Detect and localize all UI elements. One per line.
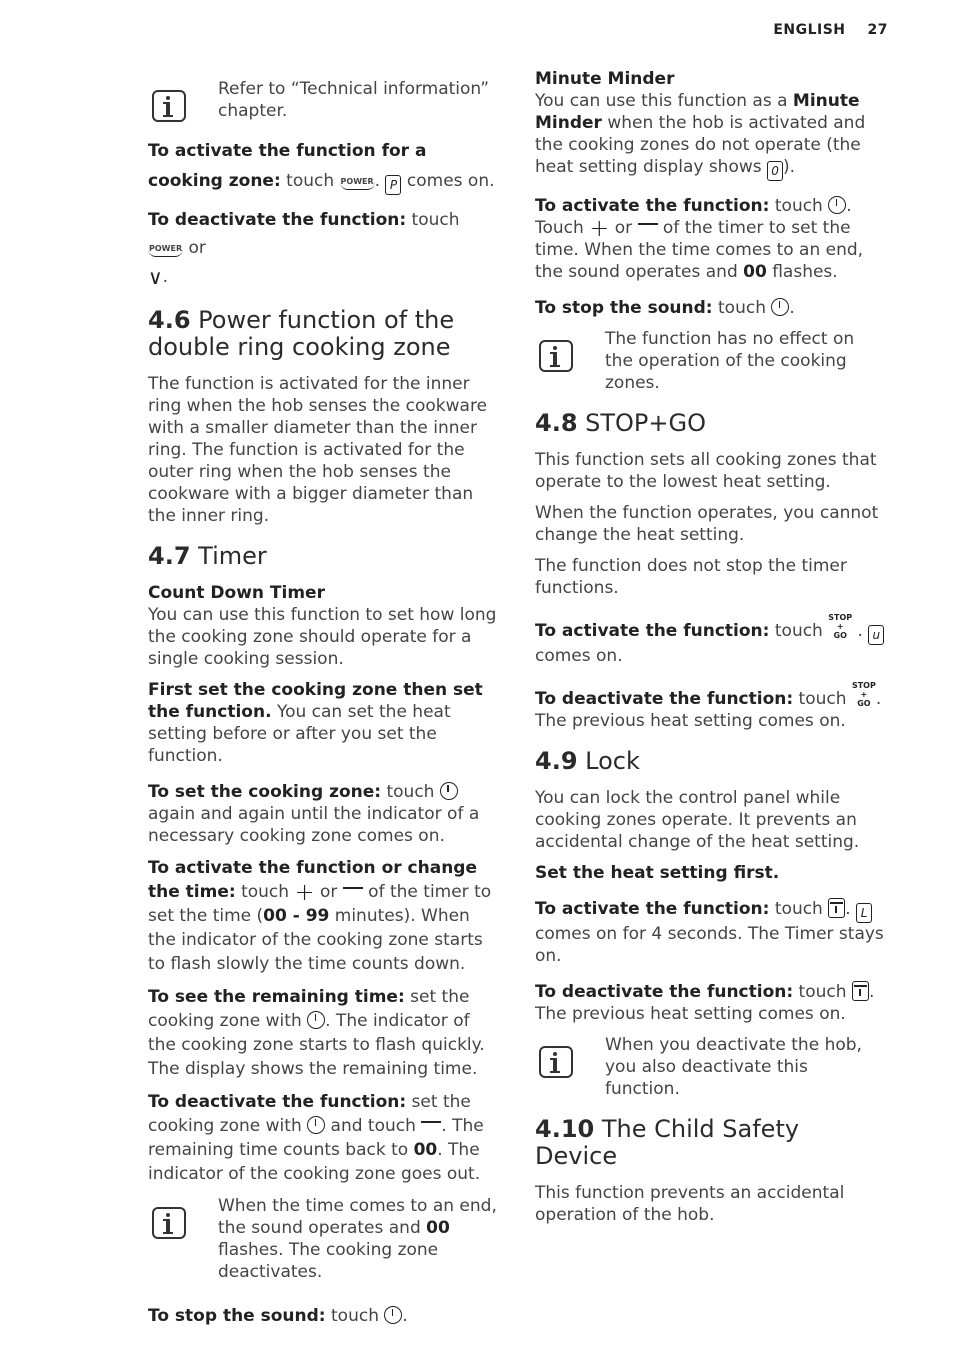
text: touch [793, 689, 852, 709]
text: . [789, 298, 795, 318]
power-icon: POWER [148, 244, 183, 257]
value: 00 [413, 1140, 438, 1160]
instruction-label: To see the remaining time: [148, 987, 405, 1007]
section-title: STOP+GO [577, 409, 706, 437]
timer-icon [384, 1306, 402, 1324]
text: touch [712, 298, 772, 318]
check-icon: ∨ [148, 265, 163, 289]
minus-icon [421, 1121, 441, 1123]
left-column [148, 68, 500, 1336]
go-label: GO [833, 631, 847, 640]
text: minutes). When the indicator of the cooking zone starts to flash slowly the time counts down. [148, 906, 483, 974]
text: touch [769, 196, 829, 216]
text: When the time comes to an end, the sound operates and [218, 1196, 497, 1238]
subheading: Count Down Timer [148, 583, 325, 603]
info-note [535, 1034, 887, 1100]
text: touch [235, 882, 295, 902]
text: You can use this function to set how long the cooking zone should operate for a single cooking session. [148, 605, 497, 669]
paragraph: To activate the function: touch . L comes on for 4 seconds. The Timer stays on. [535, 899, 884, 966]
stop-label: STOP [828, 613, 853, 622]
section-heading-4-10 [535, 1116, 887, 1170]
plus-icon: + [589, 214, 610, 242]
paragraph [535, 195, 887, 283]
info-icon [539, 340, 573, 372]
instruction-label: To deactivate the function: [535, 689, 794, 709]
note-text: The function has no effect on the operation of the cooking zones. [605, 329, 855, 393]
page-number: 27 [867, 22, 888, 38]
section-heading-4-7 [148, 543, 500, 570]
instruction-label: To stop the sound: [535, 298, 713, 318]
instruction-label: To activate the function or change the time: [148, 858, 478, 902]
text: again and again until the indicator of a necessary cooking zone comes on. [148, 804, 480, 846]
info-note [148, 78, 500, 122]
info-note [535, 328, 887, 394]
plus-label: + [860, 690, 868, 699]
section-title: Lock [577, 747, 640, 775]
stop-go-icon [828, 613, 852, 640]
info-icon [539, 1046, 573, 1078]
text: touch [769, 621, 829, 641]
paragraph: To deactivate the function: touch POWER or ∨. [148, 210, 460, 289]
paragraph: The function is activated for the inner ring when the hob senses the cookware with a smaller diameter than the inner ring. The function is activated for the outer ring when the hob senses the cookware with a bigger diameter than the inner ring. [148, 374, 488, 526]
instruction-label: To set the cooking zone: [148, 782, 382, 802]
stop-label: STOP [851, 681, 876, 690]
value: 00 [426, 1218, 450, 1238]
text: . The indicator of the cooking zone starts to flash quickly. The display shows the remaining time. [148, 1011, 485, 1079]
info-icon [152, 1207, 186, 1239]
instruction-label: First set the cooking zone then set the function. [148, 680, 483, 722]
text: You can set the heat setting before or after you set the function. [148, 702, 451, 766]
section-title: Timer [190, 542, 267, 570]
p-display-icon: P [385, 175, 401, 195]
paragraph [148, 679, 500, 767]
text: of the timer to set the time ( [148, 882, 492, 926]
minus-icon [638, 223, 658, 225]
text: touch [769, 899, 829, 919]
language-label: ENGLISH [773, 22, 846, 38]
lock-icon [828, 898, 845, 918]
paragraph: You can lock the control panel while cooking zones operate. It prevents an accidental change of the heat setting. [535, 788, 860, 852]
paragraph [535, 68, 887, 181]
section-title: Power function of the double ring cooking zone [148, 306, 455, 361]
note-text: Refer to “Technical information” chapter. [218, 79, 490, 121]
paragraph: To activate the function for a cooking zone: touch POWER. P comes on. [148, 136, 500, 197]
minus-icon [343, 887, 363, 889]
text: touch [381, 782, 440, 802]
timer-icon [307, 1011, 325, 1029]
text: flashes. [766, 262, 838, 282]
section-heading-4-8 [535, 410, 887, 437]
text: . The previous heat setting comes on. [535, 982, 875, 1024]
paragraph [535, 981, 887, 1025]
instruction-label: To deactivate the function: [148, 210, 407, 230]
paragraph [535, 297, 887, 319]
section-number: 4.7 [148, 542, 191, 570]
text: . The remaining time counts back to [148, 1116, 484, 1160]
text: comes on for 4 seconds. The Timer stays on. [535, 924, 884, 966]
text: Touch [535, 218, 590, 238]
text: or [609, 218, 638, 238]
range-value: 00 - 99 [263, 906, 330, 926]
text: touch [325, 1306, 385, 1326]
paragraph: This function sets all cooking zones that operate to the lowest heat setting. [535, 450, 877, 492]
instruction-label: To activate the function: [535, 899, 770, 919]
zero-display-icon: 0 [767, 161, 783, 181]
page-header [751, 22, 888, 38]
text: . The previous heat setting comes on. [535, 689, 882, 731]
section-number: 4.8 [535, 409, 578, 437]
instruction-label: To stop the sound: [148, 1306, 326, 1326]
plus-icon: + [294, 878, 315, 906]
paragraph [148, 1090, 500, 1186]
plus-label: + [836, 622, 844, 631]
paragraph [148, 582, 500, 670]
go-label: GO [857, 699, 871, 708]
text: ). [783, 157, 796, 177]
u-display-icon: u [868, 625, 884, 645]
text: . [402, 1306, 408, 1326]
paragraph: When the function operates, you cannot change the heat setting. [535, 503, 879, 545]
paragraph [535, 681, 887, 732]
instruction-label: To activate the function for a cooking zone: [148, 141, 427, 191]
power-icon: POWER [340, 177, 375, 190]
text: set the cooking zone with [148, 987, 470, 1031]
text: comes on. [401, 171, 495, 191]
paragraph: To activate the function: touch STOP + GO . u comes on. [535, 613, 887, 667]
lock-icon [852, 981, 869, 1001]
paragraph [148, 856, 500, 976]
text: when the hob is activated and the cooking zones do not operate (the heat setting display shows [535, 113, 866, 177]
section-heading-4-6 [148, 307, 500, 361]
text: of the timer to set the time. When the time comes to an end, the sound operates and [535, 218, 864, 282]
paragraph [535, 862, 887, 884]
instruction-label: To deactivate the function: [535, 982, 794, 1002]
timer-icon [307, 1116, 325, 1134]
text: touch [406, 210, 460, 230]
instruction-label: Set the heat setting first. [535, 863, 780, 883]
right-column [535, 68, 887, 1235]
text: . [846, 196, 852, 216]
text: or [183, 238, 206, 258]
text: flashes. The cooking zone deactivates. [218, 1240, 439, 1282]
paragraph [148, 985, 500, 1081]
timer-icon [440, 782, 458, 800]
stop-go-icon [852, 681, 876, 708]
note-text [218, 1195, 500, 1283]
info-icon [152, 90, 186, 122]
bold-text: Minute Minder [535, 91, 860, 133]
section-title: The Child Safety Device [535, 1115, 800, 1170]
l-display-icon: L [856, 903, 872, 923]
paragraph: The function does not stop the timer functions. [535, 556, 847, 598]
section-number: 4.6 [148, 306, 191, 334]
note-text: When you deactivate the hob, you also deactivate this function. [605, 1035, 862, 1099]
text: or [314, 882, 343, 902]
paragraph: This function prevents an accidental operation of the hob. [535, 1183, 845, 1225]
info-note [148, 1195, 500, 1283]
subheading: Minute Minder [535, 69, 675, 89]
text: You can use this function as a [535, 91, 793, 111]
text: and touch [325, 1116, 422, 1136]
timer-icon [771, 298, 789, 316]
timer-icon [828, 196, 846, 214]
paragraph [148, 781, 500, 847]
instruction-label: To deactivate the function: [148, 1092, 407, 1112]
text: set the cooking zone with [148, 1092, 471, 1136]
value: 00 [743, 262, 767, 282]
paragraph [148, 1305, 500, 1327]
text: comes on. [535, 646, 623, 666]
text: . The indicator of the cooking zone goes out. [148, 1140, 481, 1184]
text: touch [793, 982, 852, 1002]
text: touch [280, 171, 340, 191]
instruction-label: To activate the function: [535, 621, 770, 641]
section-heading-4-9 [535, 748, 887, 775]
instruction-label: To activate the function: [535, 196, 770, 216]
section-number: 4.10 [535, 1115, 595, 1143]
section-number: 4.9 [535, 747, 578, 775]
